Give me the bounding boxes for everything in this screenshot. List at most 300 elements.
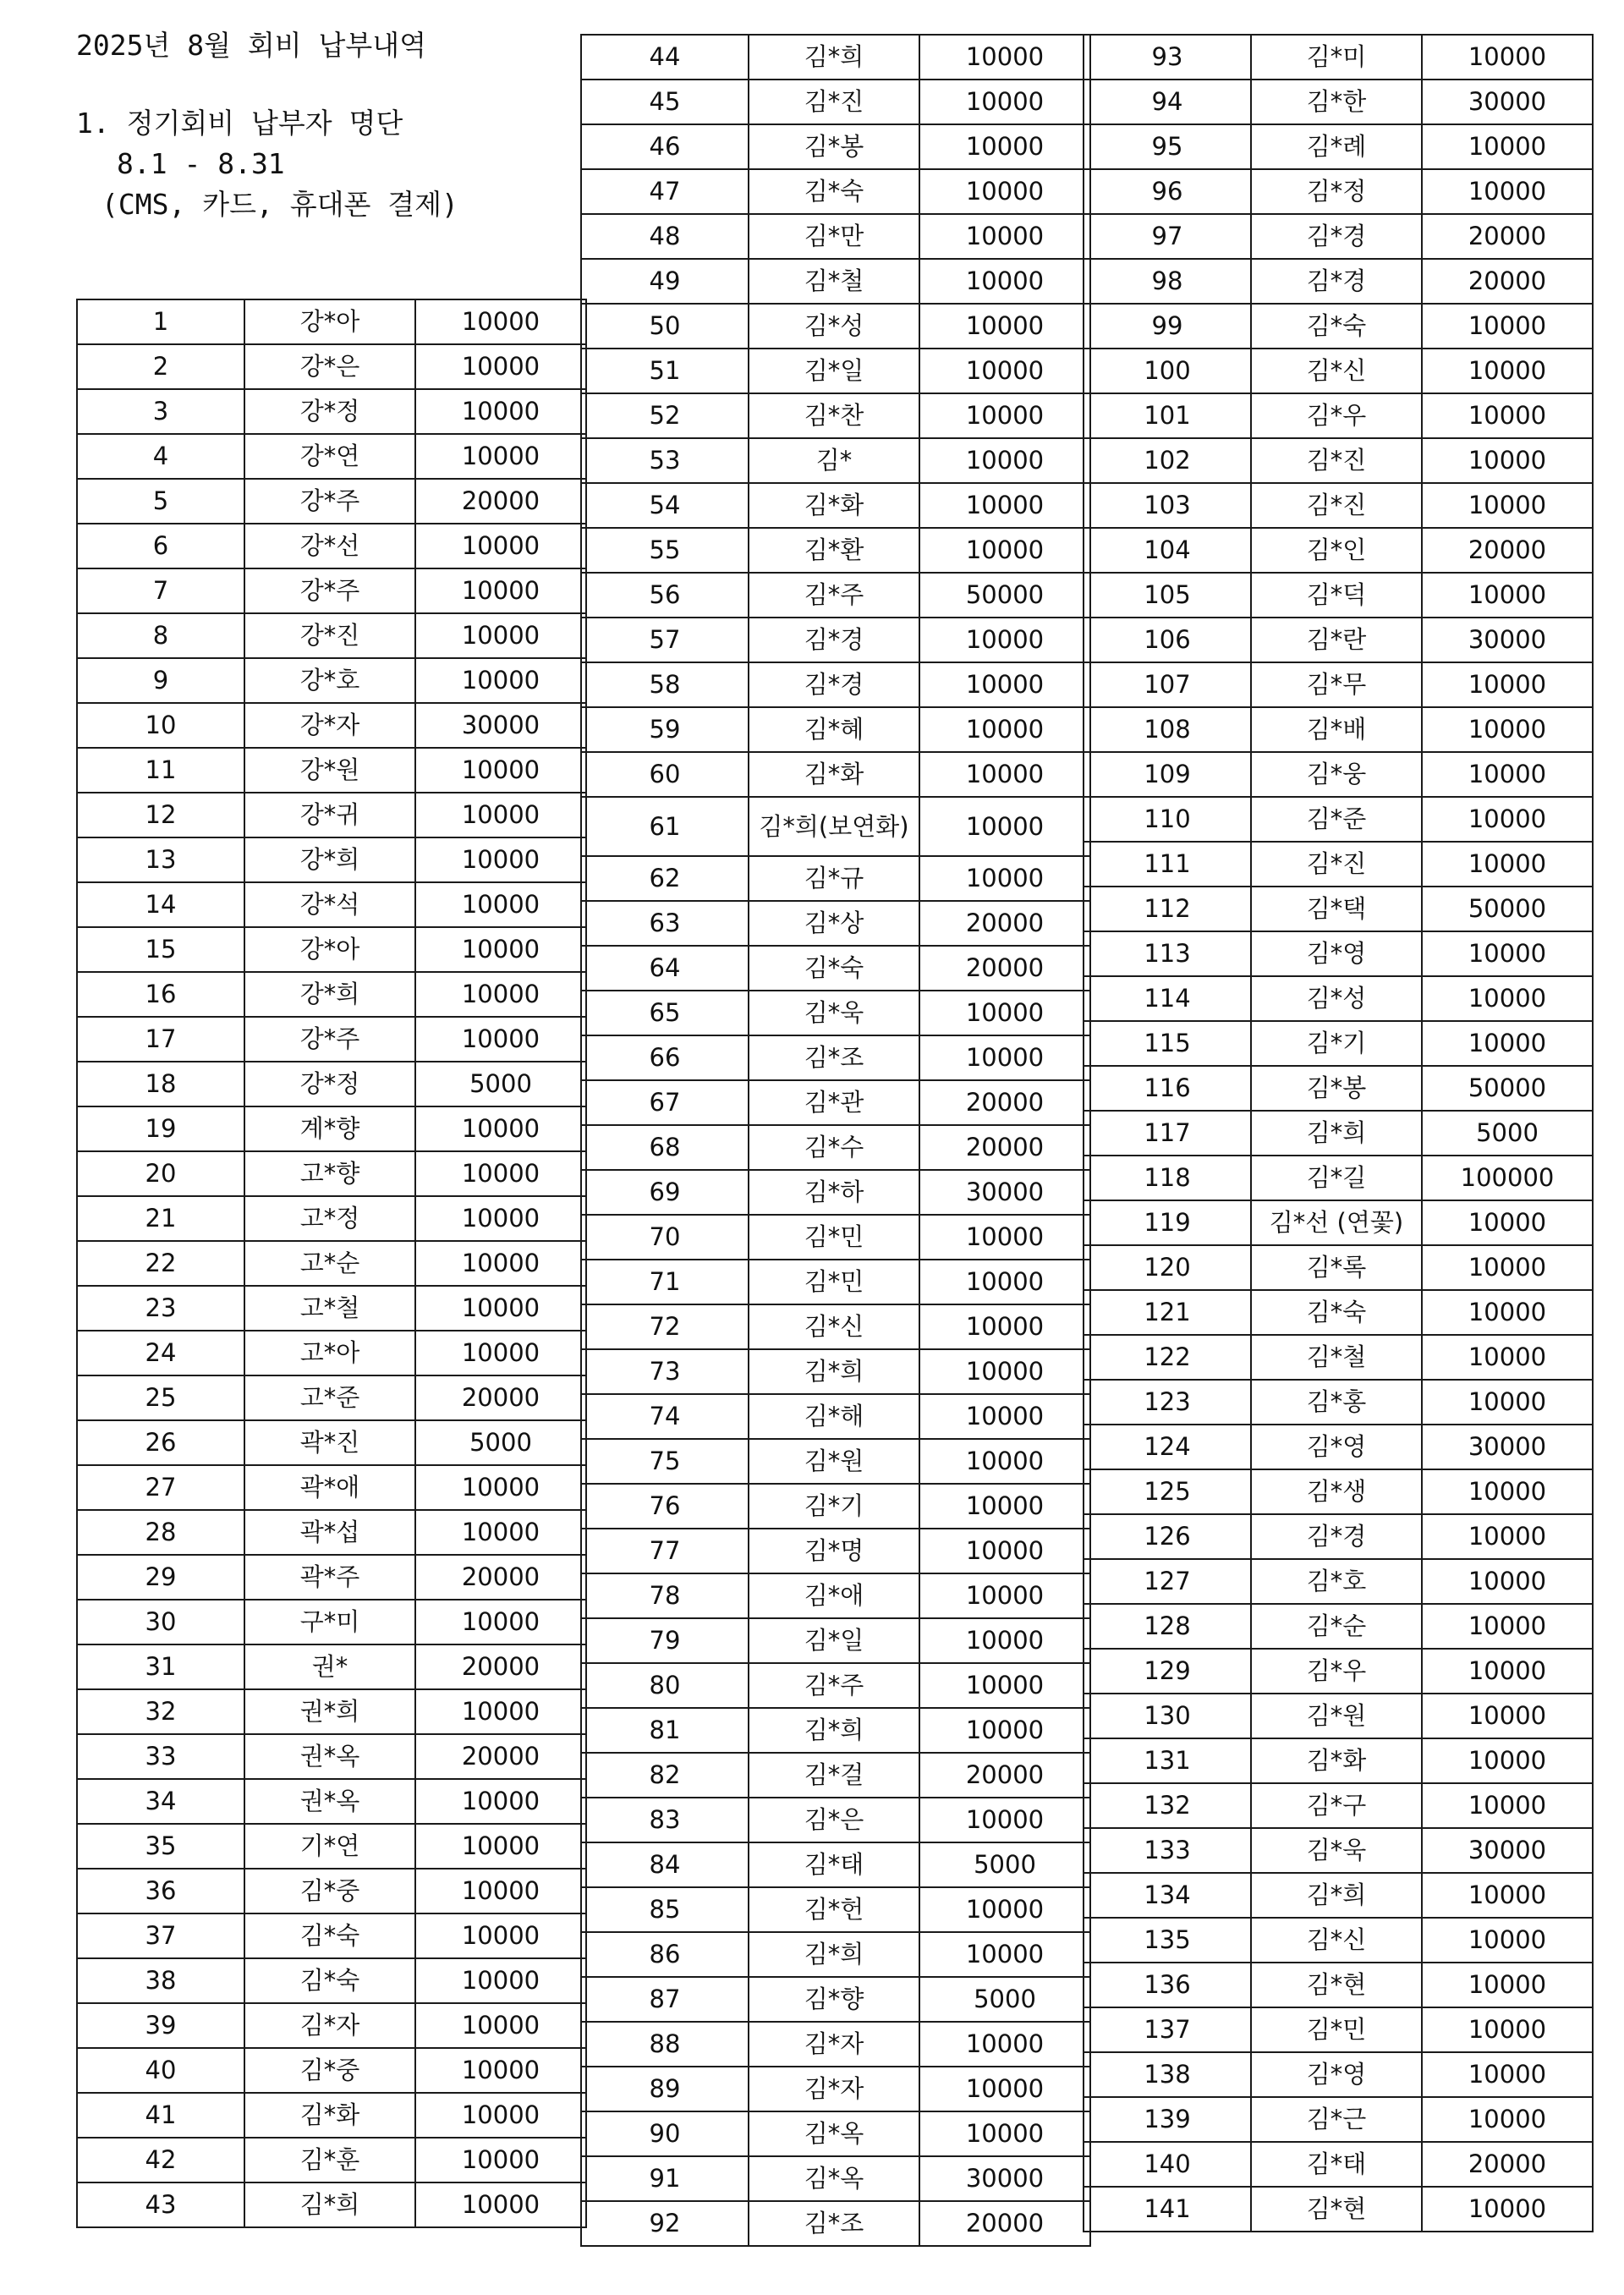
payment-amount: 10000 [415, 1196, 586, 1241]
table-row [581, 797, 1090, 856]
table-row [1084, 842, 1593, 887]
row-number: 109 [1084, 752, 1251, 797]
payer-name: 고*준 [244, 1375, 415, 1420]
row-number: 107 [1084, 662, 1251, 707]
payment-amount: 5000 [919, 1842, 1090, 1887]
table-row [581, 1035, 1090, 1080]
row-number: 68 [581, 1125, 749, 1170]
row-number: 67 [581, 1080, 749, 1125]
payment-amount: 20000 [1422, 214, 1593, 259]
row-number: 40 [77, 2048, 244, 2093]
table-row [77, 1869, 586, 1913]
payment-amount: 10000 [415, 882, 586, 927]
payer-name: 기*연 [244, 1824, 415, 1869]
payment-amount: 10000 [919, 1618, 1090, 1663]
row-number: 140 [1084, 2142, 1251, 2187]
row-number: 74 [581, 1394, 749, 1439]
row-number: 46 [581, 124, 749, 169]
row-number: 33 [77, 1734, 244, 1779]
row-number: 38 [77, 1958, 244, 2003]
table-row [77, 613, 586, 658]
payer-name: 강*석 [244, 882, 415, 927]
payment-amount: 10000 [415, 344, 586, 389]
row-number: 56 [581, 573, 749, 618]
payment-amount: 10000 [919, 2067, 1090, 2111]
payer-name: 김*주 [749, 1663, 919, 1708]
row-number: 76 [581, 1484, 749, 1529]
table-row [77, 1196, 586, 1241]
payment-amount: 10000 [415, 1241, 586, 1286]
row-number: 128 [1084, 1604, 1251, 1649]
row-number: 66 [581, 1035, 749, 1080]
table-row [581, 1349, 1090, 1394]
payer-name: 김*희(보연화) [749, 797, 919, 856]
table-row [77, 299, 586, 344]
payer-name: 김*희 [244, 2182, 415, 2227]
payment-amount: 10000 [919, 1394, 1090, 1439]
row-number: 123 [1084, 1380, 1251, 1425]
table-row [77, 2003, 586, 2048]
payer-name: 김*선 (연꽃) [1251, 1200, 1422, 1245]
table-row [1084, 1918, 1593, 1963]
row-number: 31 [77, 1644, 244, 1689]
table-row [1084, 976, 1593, 1021]
payer-name: 김*희 [749, 1349, 919, 1394]
row-number: 72 [581, 1304, 749, 1349]
payment-amount: 5000 [919, 1977, 1090, 2022]
row-number: 122 [1084, 1335, 1251, 1380]
row-number: 110 [1084, 797, 1251, 842]
payer-name: 곽*진 [244, 1420, 415, 1465]
payment-amount: 10000 [415, 1689, 586, 1734]
payer-name: 김*찬 [749, 393, 919, 438]
table-row [1084, 573, 1593, 618]
payer-table-2 [580, 34, 1091, 2247]
row-number: 5 [77, 479, 244, 524]
payment-amount: 10000 [1422, 1559, 1593, 1604]
payer-name: 김*혜 [749, 707, 919, 752]
payment-amount: 10000 [415, 1779, 586, 1824]
payer-table-3 [1083, 34, 1594, 2232]
payer-name: 김*옥 [749, 2111, 919, 2156]
payer-name: 김*중 [244, 1869, 415, 1913]
payer-name: 김*희 [1251, 1111, 1422, 1156]
table-row [581, 991, 1090, 1035]
payment-amount: 20000 [919, 1753, 1090, 1798]
payment-amount: 30000 [1422, 80, 1593, 124]
table-row [77, 1106, 586, 1151]
payment-amount: 10000 [415, 972, 586, 1017]
payer-name: 김*화 [1251, 1738, 1422, 1783]
row-number: 73 [581, 1349, 749, 1394]
payment-amount: 10000 [1422, 124, 1593, 169]
payer-name: 김*배 [1251, 707, 1422, 752]
table-row [581, 1215, 1090, 1260]
table-row [581, 1484, 1090, 1529]
payer-name: 김*현 [1251, 2187, 1422, 2232]
table-row [1084, 214, 1593, 259]
payment-amount: 10000 [919, 1304, 1090, 1349]
payment-amount: 10000 [1422, 931, 1593, 976]
payer-name: 김*인 [1251, 528, 1422, 573]
payer-name: 김*준 [1251, 797, 1422, 842]
payment-amount: 10000 [1422, 169, 1593, 214]
payment-amount: 20000 [415, 1734, 586, 1779]
payer-name: 김*헌 [749, 1887, 919, 1932]
payer-name: 김*숙 [749, 169, 919, 214]
table-row [77, 1913, 586, 1958]
payment-amount: 10000 [919, 1708, 1090, 1753]
table-row [77, 972, 586, 1017]
table-row [1084, 438, 1593, 483]
row-number: 42 [77, 2138, 244, 2182]
payment-amount: 20000 [1422, 2142, 1593, 2187]
payment-amount: 10000 [919, 35, 1090, 80]
payer-name: 김*순 [1251, 1604, 1422, 1649]
payer-name: 김*영 [1251, 931, 1422, 976]
payer-name: 김*경 [749, 618, 919, 662]
table-row [1084, 1380, 1593, 1425]
payment-amount: 20000 [415, 1375, 586, 1420]
payment-amount: 10000 [415, 299, 586, 344]
payment-amount: 50000 [1422, 1066, 1593, 1111]
table-row [581, 2201, 1090, 2246]
table-row [1084, 1335, 1593, 1380]
payment-amount: 10000 [919, 169, 1090, 214]
row-number: 30 [77, 1600, 244, 1644]
row-number: 85 [581, 1887, 749, 1932]
payment-amount: 10000 [1422, 483, 1593, 528]
row-number: 91 [581, 2156, 749, 2201]
row-number: 16 [77, 972, 244, 1017]
payment-amount: 10000 [1422, 1469, 1593, 1514]
row-number: 103 [1084, 483, 1251, 528]
row-number: 55 [581, 528, 749, 573]
payer-name: 권*희 [244, 1689, 415, 1734]
table-row [1084, 1066, 1593, 1111]
row-number: 70 [581, 1215, 749, 1260]
payer-name: 김*조 [749, 1035, 919, 1080]
table-row [1084, 1873, 1593, 1918]
payment-amount: 30000 [1422, 618, 1593, 662]
payer-name: 김*미 [1251, 35, 1422, 80]
row-number: 6 [77, 524, 244, 568]
payment-amount: 30000 [415, 703, 586, 748]
row-number: 9 [77, 658, 244, 703]
payment-amount: 10000 [919, 2022, 1090, 2067]
payment-amount: 10000 [919, 1484, 1090, 1529]
row-number: 21 [77, 1196, 244, 1241]
table-row [581, 1573, 1090, 1618]
payer-name: 김*기 [1251, 1021, 1422, 1066]
row-number: 105 [1084, 573, 1251, 618]
payment-amount: 20000 [1422, 259, 1593, 304]
row-number: 15 [77, 927, 244, 972]
payment-amount: 10000 [415, 1106, 586, 1151]
payment-amount: 10000 [919, 124, 1090, 169]
payer-name: 김*태 [1251, 2142, 1422, 2187]
row-number: 27 [77, 1465, 244, 1510]
table-row [77, 568, 586, 613]
table-row [581, 483, 1090, 528]
payment-amount: 10000 [415, 1286, 586, 1331]
table-row [1084, 124, 1593, 169]
payment-amount: 10000 [919, 1798, 1090, 1842]
payer-name: 김*화 [244, 2093, 415, 2138]
payer-name: 김*경 [749, 662, 919, 707]
payer-name: 고*향 [244, 1151, 415, 1196]
payer-name: 고*철 [244, 1286, 415, 1331]
payment-amount: 10000 [1422, 976, 1593, 1021]
row-number: 118 [1084, 1156, 1251, 1200]
table-row [1084, 1290, 1593, 1335]
row-number: 19 [77, 1106, 244, 1151]
payment-amount: 10000 [1422, 1290, 1593, 1335]
table-row [1084, 528, 1593, 573]
payer-name: 김*걸 [749, 1753, 919, 1798]
payer-name: 김*덕 [1251, 573, 1422, 618]
row-number: 94 [1084, 80, 1251, 124]
table-row [77, 1465, 586, 1510]
row-number: 24 [77, 1331, 244, 1375]
row-number: 133 [1084, 1828, 1251, 1873]
table-row [77, 389, 586, 434]
row-number: 131 [1084, 1738, 1251, 1783]
table-row [1084, 393, 1593, 438]
payment-amount: 10000 [1422, 1649, 1593, 1694]
table-row [581, 1170, 1090, 1215]
row-number: 44 [581, 35, 749, 80]
payment-amount: 10000 [415, 524, 586, 568]
row-number: 34 [77, 1779, 244, 1824]
table-row [77, 882, 586, 927]
row-number: 132 [1084, 1783, 1251, 1828]
table-row [581, 1977, 1090, 2022]
row-number: 99 [1084, 304, 1251, 349]
payment-amount: 10000 [919, 618, 1090, 662]
payer-name: 강*주 [244, 568, 415, 613]
payment-amount: 10000 [1422, 707, 1593, 752]
payment-amount: 100000 [1422, 1156, 1593, 1200]
table-row [1084, 304, 1593, 349]
row-number: 100 [1084, 349, 1251, 393]
row-number: 96 [1084, 169, 1251, 214]
table-row [1084, 483, 1593, 528]
table-row [581, 573, 1090, 618]
row-number: 59 [581, 707, 749, 752]
row-number: 137 [1084, 2007, 1251, 2052]
row-number: 75 [581, 1439, 749, 1484]
row-number: 111 [1084, 842, 1251, 887]
table-row [581, 80, 1090, 124]
payer-name: 김*무 [1251, 662, 1422, 707]
payer-name: 김*해 [749, 1394, 919, 1439]
payer-name: 강*원 [244, 748, 415, 793]
payment-amount: 10000 [415, 793, 586, 837]
payer-name: 강*아 [244, 299, 415, 344]
payer-name: 김*옥 [749, 2156, 919, 2201]
payer-name: 김*숙 [244, 1958, 415, 2003]
table-row [581, 1842, 1090, 1887]
payment-amount: 10000 [415, 927, 586, 972]
payer-name: 김*희 [1251, 1873, 1422, 1918]
table-row [77, 1420, 586, 1465]
row-number: 35 [77, 1824, 244, 1869]
payer-name: 김*향 [749, 1977, 919, 2022]
payer-name: 김*웅 [1251, 752, 1422, 797]
payer-name: 김*민 [749, 1260, 919, 1304]
payer-name: 김*명 [749, 1529, 919, 1573]
payer-name: 김*철 [1251, 1335, 1422, 1380]
payer-name: 김*상 [749, 901, 919, 946]
payer-name: 강*연 [244, 434, 415, 479]
row-number: 92 [581, 2201, 749, 2246]
row-number: 120 [1084, 1245, 1251, 1290]
table-row [77, 2093, 586, 2138]
payer-name: 김*진 [749, 80, 919, 124]
payer-name: 김*민 [749, 1215, 919, 1260]
payer-name: 구*미 [244, 1600, 415, 1644]
payer-name: 김*환 [749, 528, 919, 573]
payment-amount: 10000 [919, 752, 1090, 797]
payment-amount: 30000 [1422, 1425, 1593, 1469]
payer-name: 곽*애 [244, 1465, 415, 1510]
payer-name: 김*록 [1251, 1245, 1422, 1290]
table-row [1084, 1963, 1593, 2007]
table-row [581, 1529, 1090, 1573]
payer-name: 김*은 [749, 1798, 919, 1842]
row-number: 1 [77, 299, 244, 344]
row-number: 17 [77, 1017, 244, 1062]
row-number: 18 [77, 1062, 244, 1106]
table-row [581, 707, 1090, 752]
row-number: 129 [1084, 1649, 1251, 1694]
payer-name: 김*홍 [1251, 1380, 1422, 1425]
payer-name: 김*근 [1251, 2097, 1422, 2142]
table-row [581, 1439, 1090, 1484]
row-number: 115 [1084, 1021, 1251, 1066]
payment-amount: 10000 [1422, 35, 1593, 80]
payment-amount: 10000 [919, 707, 1090, 752]
payer-name: 김*만 [749, 214, 919, 259]
payer-name: 김*진 [1251, 438, 1422, 483]
row-number: 83 [581, 1798, 749, 1842]
row-number: 80 [581, 1663, 749, 1708]
row-number: 126 [1084, 1514, 1251, 1559]
table-row [581, 856, 1090, 901]
row-number: 121 [1084, 1290, 1251, 1335]
payment-amount: 20000 [919, 2201, 1090, 2246]
payment-amount: 20000 [415, 1644, 586, 1689]
table-row [581, 1798, 1090, 1842]
row-number: 60 [581, 752, 749, 797]
row-number: 113 [1084, 931, 1251, 976]
table-row [1084, 2052, 1593, 2097]
row-number: 138 [1084, 2052, 1251, 2097]
payer-name: 강*희 [244, 972, 415, 1017]
table-row [581, 2022, 1090, 2067]
table-row [581, 124, 1090, 169]
row-number: 117 [1084, 1111, 1251, 1156]
table-row [581, 438, 1090, 483]
table-row [1084, 1245, 1593, 1290]
table-row [77, 703, 586, 748]
payment-amount: 10000 [919, 1439, 1090, 1484]
table-row [1084, 2142, 1593, 2187]
payer-name: 강*정 [244, 389, 415, 434]
payment-amount: 10000 [415, 2048, 586, 2093]
table-row [77, 1644, 586, 1689]
table-row [1084, 1021, 1593, 1066]
payer-name: 김*영 [1251, 1425, 1422, 1469]
table-row [1084, 2097, 1593, 2142]
payment-amount: 10000 [415, 748, 586, 793]
payer-name: 곽*주 [244, 1555, 415, 1600]
payer-name: 김*신 [1251, 1918, 1422, 1963]
row-number: 136 [1084, 1963, 1251, 2007]
payer-name: 김*한 [1251, 80, 1422, 124]
payment-amount: 10000 [1422, 1918, 1593, 1963]
document-title: 2025년 8월 회비 납부내역 [76, 29, 426, 62]
payment-amount: 20000 [919, 946, 1090, 991]
table-row [77, 1241, 586, 1286]
table-row [581, 2156, 1090, 2201]
table-row [581, 946, 1090, 991]
row-number: 58 [581, 662, 749, 707]
payment-amount: 10000 [1422, 573, 1593, 618]
row-number: 22 [77, 1241, 244, 1286]
payment-amount: 5000 [415, 1420, 586, 1465]
payment-amount: 10000 [1422, 2187, 1593, 2232]
table-row [581, 349, 1090, 393]
row-number: 69 [581, 1170, 749, 1215]
payment-amount: 10000 [1422, 842, 1593, 887]
table-row [1084, 80, 1593, 124]
payment-amount: 10000 [415, 658, 586, 703]
row-number: 135 [1084, 1918, 1251, 1963]
payment-amount: 10000 [415, 1869, 586, 1913]
payment-amount: 10000 [1422, 1783, 1593, 1828]
payer-name: 김*자 [244, 2003, 415, 2048]
row-number: 51 [581, 349, 749, 393]
table-row [1084, 1738, 1593, 1783]
payment-amount: 10000 [919, 662, 1090, 707]
table-row [1084, 931, 1593, 976]
payment-amount: 20000 [919, 901, 1090, 946]
payer-name: 김*화 [749, 752, 919, 797]
payment-amount: 10000 [1422, 1335, 1593, 1380]
row-number: 88 [581, 2022, 749, 2067]
payment-amount: 10000 [919, 349, 1090, 393]
table-row [77, 1151, 586, 1196]
table-row [581, 901, 1090, 946]
payer-name: 강*주 [244, 479, 415, 524]
payment-amount: 10000 [919, 483, 1090, 528]
table-row [1084, 662, 1593, 707]
table-row [581, 1932, 1090, 1977]
payer-name: 김*진 [1251, 842, 1422, 887]
table-row [581, 2111, 1090, 2156]
payer-name: 강*선 [244, 524, 415, 568]
payer-name: 김*조 [749, 2201, 919, 2246]
table-row [581, 1304, 1090, 1349]
row-number: 2 [77, 344, 244, 389]
table-row [77, 1555, 586, 1600]
payer-name: 김*희 [749, 1932, 919, 1977]
row-number: 106 [1084, 618, 1251, 662]
table-row [77, 1734, 586, 1779]
row-number: 11 [77, 748, 244, 793]
